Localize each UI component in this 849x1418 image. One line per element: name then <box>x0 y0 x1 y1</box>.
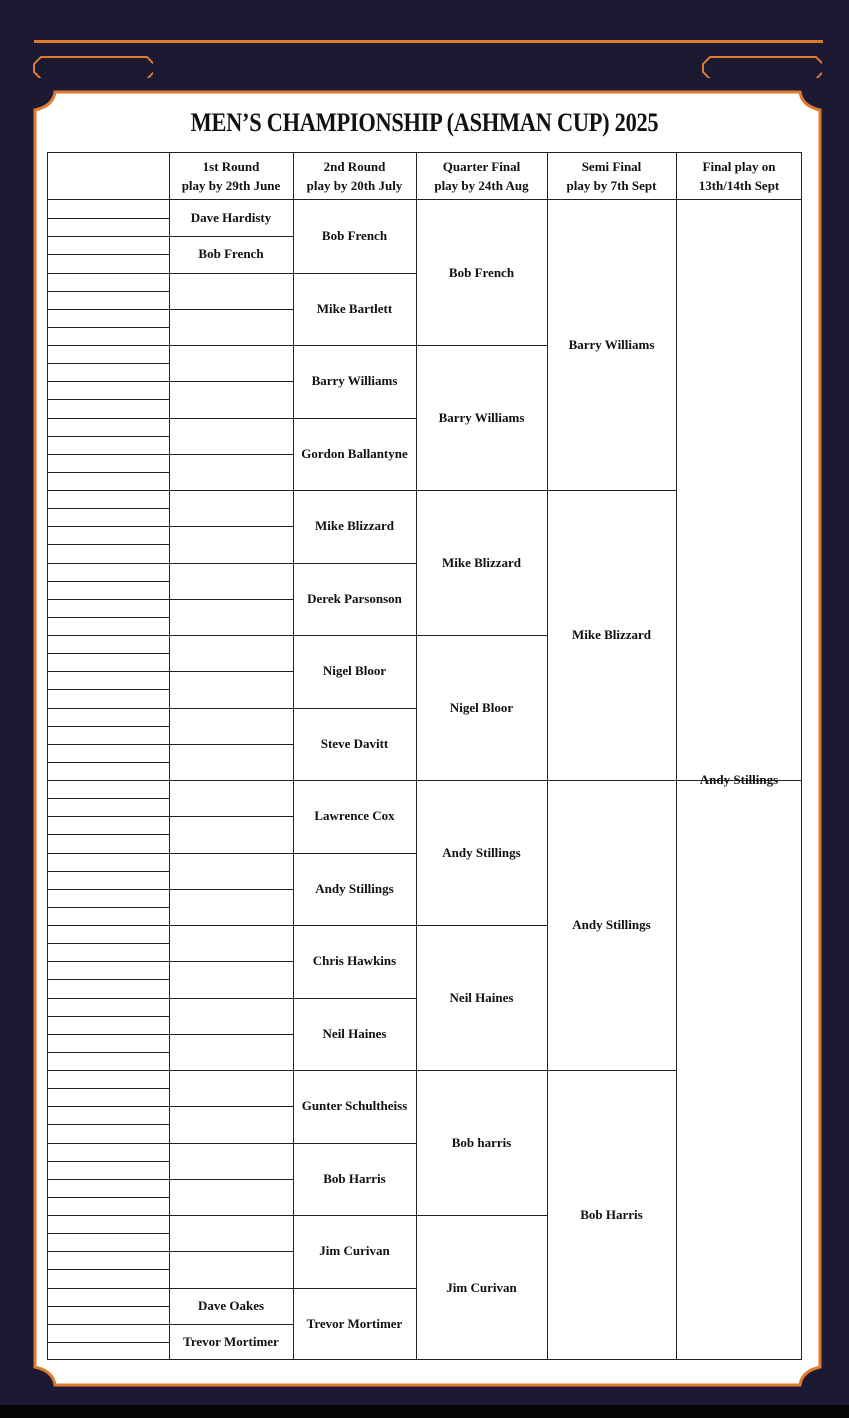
second-round-player: Bob French <box>321 228 388 244</box>
entry-row-line <box>47 726 169 727</box>
round-box-line <box>169 816 293 817</box>
header-final-title: Final play on <box>702 158 776 174</box>
first-round-player: Trevor Mortimer <box>183 1333 279 1349</box>
round-box-line <box>169 418 293 419</box>
entry-row-line <box>47 526 169 527</box>
entry-row-line <box>47 907 169 908</box>
round-box-line <box>169 998 293 999</box>
round-box-line <box>169 490 293 491</box>
header-second-round-deadline: play by 20th July <box>306 177 403 193</box>
entry-row-line <box>47 490 169 491</box>
second-round-player: Trevor Mortimer <box>306 1315 403 1331</box>
entry-row-line <box>47 1179 169 1180</box>
quarter-final-player: Andy Stillings <box>442 844 521 860</box>
round-box-line <box>169 526 293 527</box>
entry-row-line <box>47 617 169 618</box>
round-box-line <box>169 1179 293 1180</box>
entry-row-line <box>47 1288 169 1289</box>
entry-row-line <box>47 1070 169 1071</box>
first-round-player: Dave Oakes <box>197 1297 265 1313</box>
entry-row-line <box>47 1233 169 1234</box>
round-box-line <box>169 744 293 745</box>
round-box-line <box>169 1251 293 1252</box>
entry-row-line <box>47 834 169 835</box>
second-round-player: Mike Bartlett <box>316 300 393 316</box>
entry-row-line <box>47 943 169 944</box>
entry-row-line <box>47 925 169 926</box>
header-final <box>676 152 802 199</box>
entry-row-line <box>47 1251 169 1252</box>
header-semi-final <box>547 152 676 199</box>
round-box-line <box>169 1106 293 1107</box>
round-box-line <box>169 1070 293 1071</box>
entry-row-line <box>47 853 169 854</box>
header-second-round <box>293 152 416 199</box>
round-box-line <box>169 1215 293 1216</box>
round-box-line <box>169 345 293 346</box>
round-box-line <box>169 961 293 962</box>
second-round-player: Gunter Schultheiss <box>301 1098 408 1114</box>
entry-row-line <box>47 436 169 437</box>
entry-row-line <box>47 689 169 690</box>
entry-row-line <box>47 1161 169 1162</box>
entry-row-line <box>47 599 169 600</box>
header-first-round-title: 1st Round <box>202 158 260 174</box>
second-round-player: Nigel Bloor <box>322 663 387 679</box>
second-round-player: Lawrence Cox <box>314 808 395 824</box>
round-box-line <box>169 925 293 926</box>
bottom-strip <box>0 1405 849 1418</box>
first-round-player: Dave Hardisty <box>190 210 272 226</box>
entry-row-line <box>47 254 169 255</box>
entry-row-line <box>47 961 169 962</box>
entry-row-line <box>47 273 169 274</box>
second-round-player: Steve Davitt <box>320 735 389 751</box>
entry-row-line <box>47 309 169 310</box>
round-box-line <box>169 454 293 455</box>
left-plaque-ornament <box>33 56 153 78</box>
entry-row-line <box>47 218 169 219</box>
entry-row-line <box>47 998 169 999</box>
entry-row-line <box>47 1106 169 1107</box>
entry-row-line <box>47 291 169 292</box>
quarter-final-player: Mike Blizzard <box>441 554 522 570</box>
entry-row-line <box>47 816 169 817</box>
quarter-final-player: Bob harris <box>451 1134 512 1150</box>
entry-row-line <box>47 563 169 564</box>
entry-row-line <box>47 363 169 364</box>
round-box-line <box>169 273 293 274</box>
entry-row-line <box>47 744 169 745</box>
header-first-round-deadline: play by 29th June <box>181 177 281 193</box>
entry-row-line <box>47 1052 169 1053</box>
entry-row-line <box>47 889 169 890</box>
right-plaque-ornament <box>702 56 822 78</box>
entry-row-line <box>47 544 169 545</box>
entry-row-line <box>47 454 169 455</box>
header-second-round-title: 2nd Round <box>323 158 386 174</box>
entry-row-line <box>47 1143 169 1144</box>
entry-row-line <box>47 1269 169 1270</box>
second-round-player: Gordon Ballantyne <box>301 445 408 461</box>
round-box-line <box>169 1034 293 1035</box>
entry-row-line <box>47 635 169 636</box>
entry-row-line <box>47 1324 169 1325</box>
round-box-line <box>169 853 293 854</box>
header-quarter-final <box>416 152 547 199</box>
top-orange-rule <box>34 40 823 43</box>
header-first-round <box>169 152 293 199</box>
entry-row-line <box>47 979 169 980</box>
header-semi-final-title: Semi Final <box>581 158 642 174</box>
quarter-final-player: Nigel Bloor <box>449 699 514 715</box>
quarter-final-player: Barry Williams <box>438 409 525 425</box>
round-box-line <box>169 309 293 310</box>
header-quarter-final-deadline: play by 24th Aug <box>434 177 529 193</box>
entry-row-line <box>47 1306 169 1307</box>
semi-final-player: Bob Harris <box>580 1207 643 1222</box>
entry-row-line <box>47 399 169 400</box>
quarter-final-player: Neil Haines <box>449 989 514 1005</box>
round-box-line <box>169 599 293 600</box>
quarter-final-player: Bob French <box>448 264 515 280</box>
entry-row-line <box>47 1016 169 1017</box>
entry-row-line <box>47 1215 169 1216</box>
entry-row-line <box>47 1034 169 1035</box>
entry-row-line <box>47 708 169 709</box>
entry-row-line <box>47 1342 169 1343</box>
entry-row-line <box>47 381 169 382</box>
entry-row-line <box>47 871 169 872</box>
second-round-player: Derek Parsonson <box>307 590 402 606</box>
second-round-player: Andy Stillings <box>315 880 394 896</box>
first-round-player: Bob French <box>198 246 264 262</box>
round-box-line <box>169 889 293 890</box>
second-round-player: Neil Haines <box>322 1025 387 1041</box>
round-box-line <box>169 381 293 382</box>
second-round-player: Jim Curivan <box>319 1243 390 1259</box>
second-round-player: Mike Blizzard <box>314 518 395 534</box>
entry-row-line <box>47 472 169 473</box>
entry-row-line <box>47 345 169 346</box>
round-box-line <box>169 671 293 672</box>
entry-row-line <box>47 418 169 419</box>
entry-row-line <box>47 798 169 799</box>
entry-row-line <box>47 671 169 672</box>
round-box-line <box>169 563 293 564</box>
second-round-player: Bob Harris <box>323 1170 386 1186</box>
semi-final-player: Andy Stillings <box>572 917 651 932</box>
second-round-player: Barry Williams <box>311 373 398 389</box>
header-quarter-final-title: Quarter Final <box>442 158 521 174</box>
entry-row-line <box>47 1088 169 1089</box>
second-round-player: Chris Hawkins <box>312 953 397 969</box>
entry-row-line <box>47 1197 169 1198</box>
quarter-final-player: Jim Curivan <box>446 1279 517 1295</box>
entry-row-line <box>47 762 169 763</box>
round-box-line <box>169 635 293 636</box>
page-title: MEN’S CHAMPIONSHIP (ASHMAN CUP) 2025 <box>190 108 659 137</box>
entry-row-line <box>47 508 169 509</box>
entry-row-line <box>47 780 169 781</box>
header-semi-final-deadline: play by 7th Sept <box>566 177 657 193</box>
semi-final-player: Barry Williams <box>568 337 655 352</box>
final-winner: Andy Stillings <box>699 772 779 787</box>
round-box-line <box>169 1143 293 1144</box>
entry-row-line <box>47 581 169 582</box>
entry-row-line <box>47 327 169 328</box>
entry-row-line <box>47 236 169 237</box>
header-final-deadline: 13th/14th Sept <box>698 177 780 193</box>
semi-final-player: Mike Blizzard <box>571 627 652 642</box>
entry-row-line <box>47 1124 169 1125</box>
round-box-line <box>169 708 293 709</box>
round-box-line <box>169 780 293 781</box>
entry-row-line <box>47 653 169 654</box>
